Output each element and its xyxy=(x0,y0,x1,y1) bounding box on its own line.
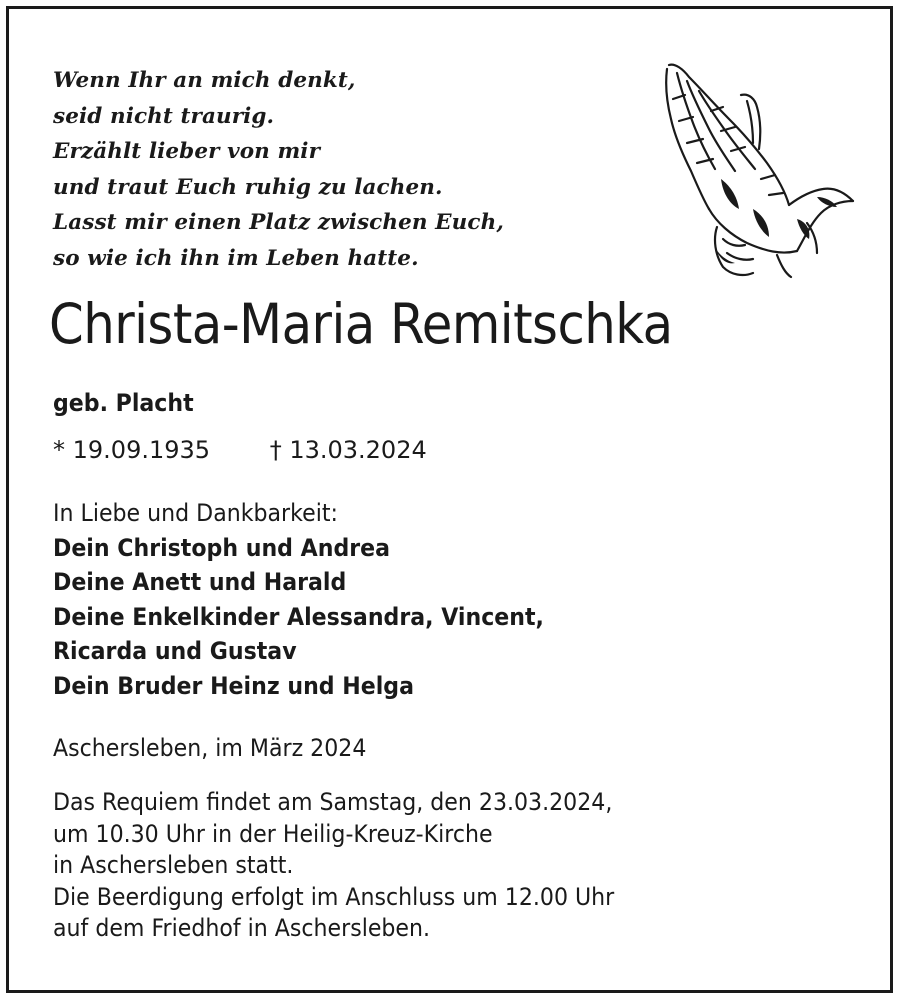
poem-line: Wenn Ihr an mich denkt, xyxy=(53,68,356,93)
service-line: auf dem Friedhof in Aschersleben. xyxy=(53,914,431,942)
mourner-line: Dein Bruder Heinz und Helga xyxy=(53,671,415,700)
mourner-line: Ricarda und Gustav xyxy=(53,637,297,665)
place-and-date: Aschersleben, im März 2024 xyxy=(53,734,367,762)
mourner-line: Deine Anett und Harald xyxy=(53,568,347,596)
poem-line: seid nicht traurig. xyxy=(53,103,275,129)
service-line: Die Beerdigung erfolgt im Anschluss um 12.00 Uhr xyxy=(53,882,615,911)
maiden-name: geb. Placht xyxy=(53,389,194,417)
mourners-list xyxy=(53,496,544,703)
service-line: Das Requiem findet am Samstag, den 23.03.2024, xyxy=(53,788,613,816)
service-line: um 10.30 Uhr in der Heilig-Kreuz-Kirche xyxy=(53,819,493,848)
mourner-line: Deine Enkelkinder Alessandra, Vincent, xyxy=(53,602,544,631)
life-dates xyxy=(53,434,427,466)
mourner-line: Dein Christoph und Andrea xyxy=(53,533,391,562)
death-date: † 13.03.2024 xyxy=(269,436,427,464)
birth-date: * 19.09.1935 xyxy=(53,436,211,464)
praying-hands-icon xyxy=(657,59,857,279)
mourners-intro: In Liebe und Dankbarkeit: xyxy=(53,499,338,527)
service-details xyxy=(53,787,614,945)
obituary-frame xyxy=(6,6,893,993)
deceased-name: Christa-Maria Remitschka xyxy=(49,292,673,356)
poem-line: so wie ich ihn im Leben hatte. xyxy=(53,245,419,271)
poem-line: und traut Euch ruhig zu lachen. xyxy=(53,174,443,200)
service-line: in Aschersleben statt. xyxy=(53,851,294,879)
poem-line: Erzählt lieber von mir xyxy=(53,139,321,164)
poem xyxy=(53,63,504,276)
poem-line: Lasst mir einen Platz zwischen Euch, xyxy=(53,210,504,235)
